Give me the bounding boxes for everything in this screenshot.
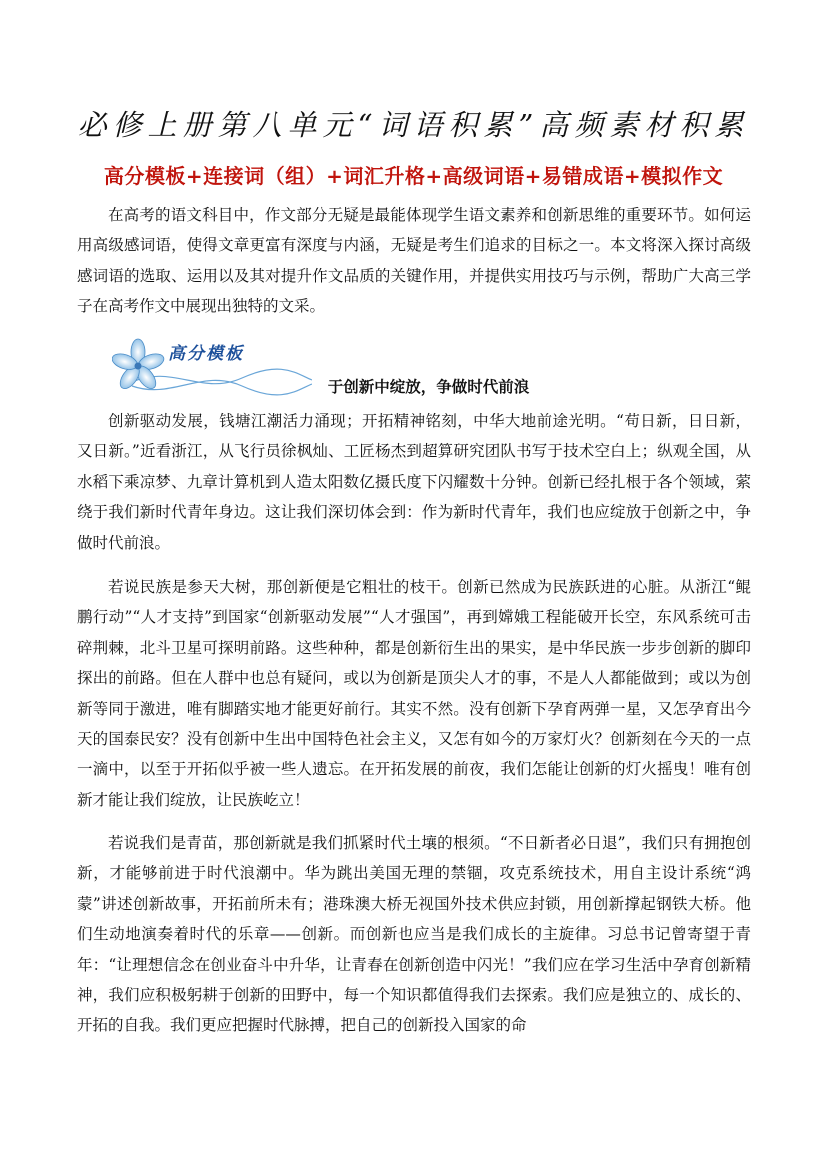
essay-title: 于创新中绽放，争做时代前浪 [327, 377, 530, 396]
essay-paragraph-1: 创新驱动发展，钱塘江潮活力涌现；开拓精神铭刻，中华大地前途光明。“苟日新，日日新，又日新。”近看浙江，从飞行员徐枫灿、工匠杨杰到超算研究团队书写于技术空白上；纵观全国，从水稻下乘凉梦、九章计算机到人造太阳数亿摄氏度下闪耀数十分钟。创新已经扎根于各个领域，萦绕于我们新时代青年身边。这让我们深切体会到：作为新时代青年，我们也应绽放于创新之中，争做时代前浪。 [77, 412, 751, 552]
section-badge-label: 高分模板 [168, 344, 244, 364]
essay-paragraph-3: 若说我们是青苗，那创新就是我们抓紧时代土壤的根须。“不日新者必日退”，我们只有拥抱创新，才能够前进于时代浪潮中。华为跳出美国无理的禁锢，攻克系统技术，用自主设计系统“鸿蒙”讲述创新故事，开拓前所未有；港珠澳大桥无视国外技术供应封锁，用创新撑起钢铁大桥。他们生动地演奏着时代的乐章——创新。而创新也应当是我们成长的主旋律。习总书记曾寄望于青年：“让理想信念在创业奋斗中升华，让青春在创新创造中闪光！”我们应在学习生活中孕育创新精神，我们应积极躬耕于创新的田野中，每一个知识都值得我们去探索。我们应是独立的、成长的、开拓的自我。我们更应把握时代脉搏，把自己的创新投入国家的命 [77, 834, 751, 1035]
intro-paragraph: 在高考的语文科目中，作文部分无疑是最能体现学生语文素养和创新思维的重要环节。如何运用高级感词语，使得文章更富有深度与内涵，无疑是考生们追求的目标之一。本文将深入探讨高级感词语的选取、运用以及其对提升作文品质的关键作用，并提供实用技巧与示例，帮助广大高三学子在高考作文中展现出独特的文采。 [77, 206, 751, 316]
document-title: 必修上册第八单元“词语积累”高频素材积累 [77, 108, 750, 142]
document-subtitle: 高分模板+连接词（组）+词汇升格+高级词语+易错成语+模拟作文 [103, 164, 724, 188]
essay-paragraph-2: 若说民族是参天大树，那创新便是它粗壮的枝干。创新已然成为民族跃进的心脏。从浙江“鲲鹏行动”“人才支持”到国家“创新驱动发展”“人才强国”，再到嫦娥工程能破开长空，东风系统可击碎荆棘，北斗卫星可探明前路。这些种种，都是创新衍生出的果实，是中华民族一步步创新的脚印探出的前路。但在人群中也总有疑问，或以为创新是顶尖人才的事，不是人人都能做到；或以为创新等同于激进，唯有脚踏实地才能更好前行。其实不然。没有创新下孕育两弹一星，又怎孕育出今天的国泰民安？没有创新中生出中国特色社会主义，又怎有如今的万家灯火？创新刻在今天的一点一滴中，以至于开拓似乎被一些人遗忘。在开拓发展的前夜，我们怎能让创新的灯火摇曳！唯有创新才能让我们绽放，让民族屹立！ [77, 578, 751, 809]
